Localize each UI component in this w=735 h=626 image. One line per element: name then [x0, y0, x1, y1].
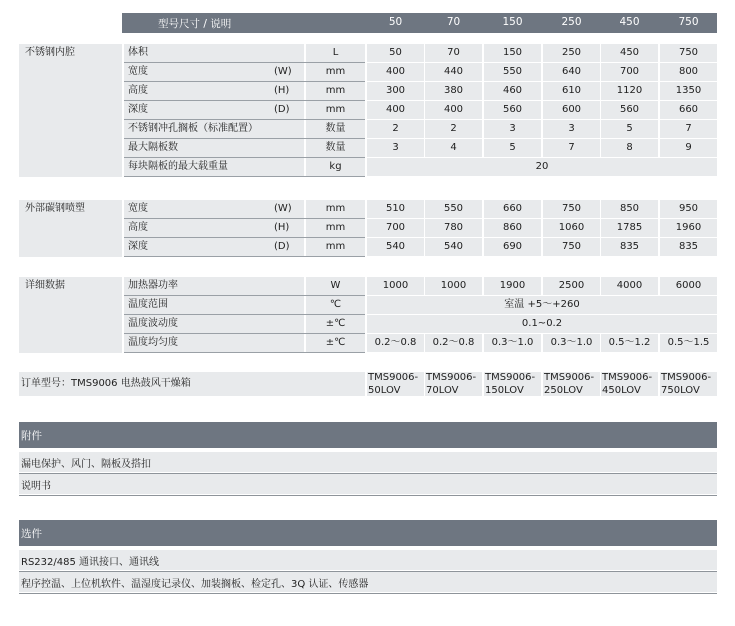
value-text: 1060 [558, 222, 585, 233]
value-text: 1000 [382, 280, 409, 291]
options-item-text: RS232/485 通讯接口、通讯线 [21, 557, 160, 568]
row-code: (W) [274, 66, 292, 77]
value-text: 380 [443, 85, 464, 96]
value-text: 800 [678, 66, 699, 77]
header-model: 70 [446, 16, 461, 28]
value-text: 5 [509, 142, 516, 153]
options-item [19, 572, 717, 592]
order-label: 订单型号：TMS9006 电热鼓风干燥箱 [21, 378, 191, 389]
row-label: 深度 [128, 241, 148, 252]
header-model: 50 [388, 16, 403, 28]
value-text: 150 [502, 47, 523, 58]
value-text: 70 [447, 47, 460, 58]
value-text: 540 [385, 241, 406, 252]
row-separator [124, 352, 365, 353]
value-text: 400 [385, 66, 406, 77]
value-text: 560 [502, 104, 523, 115]
accessories-item-separator [19, 495, 717, 496]
value-text: 640 [561, 66, 582, 77]
value-text: 750 [561, 203, 582, 214]
row-label: 宽度 [128, 203, 148, 214]
row-unit: 数量 [325, 123, 346, 134]
value-text: 610 [561, 85, 582, 96]
span-value: 0.1~0.2 [521, 318, 563, 329]
row-unit: mm [325, 85, 346, 96]
value-text: 0.2～0.8 [432, 337, 475, 348]
row-separator [124, 256, 365, 257]
header-model: 150 [502, 16, 523, 28]
row-unit: L [332, 47, 339, 58]
value-text: 250 [561, 47, 582, 58]
row-label: 每块隔板的最大载重量 [128, 161, 228, 172]
value-text: 5 [626, 123, 633, 134]
row-label: 深度 [128, 104, 148, 115]
value-text: 8 [626, 142, 633, 153]
row-label: 温度波动度 [128, 318, 178, 329]
value-text: 450 [619, 47, 640, 58]
order-code-line1: TMS9006- [661, 372, 712, 383]
value-text: 1350 [675, 85, 702, 96]
order-code-line2: 450LOV [602, 385, 641, 396]
value-text: 835 [678, 241, 699, 252]
value-text: 1785 [616, 222, 643, 233]
value-text: 750 [561, 241, 582, 252]
value-text: 0.2～0.8 [374, 337, 417, 348]
table-header [122, 13, 717, 33]
value-text: 3 [392, 142, 399, 153]
order-code-line2: 50LOV [368, 385, 401, 396]
row-unit: mm [325, 222, 346, 233]
value-text: 690 [502, 241, 523, 252]
value-text: 660 [502, 203, 523, 214]
order-code-line1: TMS9006- [368, 372, 419, 383]
row-unit: W [330, 280, 341, 291]
order-code-line1: TMS9006- [602, 372, 653, 383]
group-name: 不锈钢内腔 [25, 47, 75, 58]
value-text: 560 [619, 104, 640, 115]
value-text: 540 [443, 241, 464, 252]
row-label: 高度 [128, 222, 148, 233]
options-item-separator [19, 593, 717, 594]
row-label: 不锈钢冲孔搁板（标准配置） [128, 123, 258, 134]
row-code: (W) [274, 203, 292, 214]
value-text: 950 [678, 203, 699, 214]
value-text: 1900 [499, 280, 526, 291]
value-text: 0.5～1.5 [667, 337, 710, 348]
row-unit: mm [325, 241, 346, 252]
value-text: 750 [678, 47, 699, 58]
order-code-line1: TMS9006- [544, 372, 595, 383]
value-text: 3 [568, 123, 575, 134]
group-cell [19, 44, 122, 177]
value-text: 4 [450, 142, 457, 153]
row-code: (H) [274, 222, 290, 233]
value-text: 2 [392, 123, 399, 134]
row-label-cell [124, 44, 304, 62]
row-code: (D) [274, 104, 290, 115]
accessories-header [19, 422, 717, 448]
value-text: 510 [385, 203, 406, 214]
accessories-title: 附件 [21, 430, 42, 442]
value-text: 300 [385, 85, 406, 96]
value-text: 550 [443, 203, 464, 214]
value-text: 6000 [675, 280, 702, 291]
header-model: 250 [561, 16, 582, 28]
header-model: 750 [678, 16, 699, 28]
value-text: 1000 [440, 280, 467, 291]
order-code-line2: 750LOV [661, 385, 700, 396]
row-code: (H) [274, 85, 290, 96]
options-header [19, 520, 717, 546]
row-label: 体积 [128, 47, 148, 58]
value-text: 0.3～1.0 [550, 337, 593, 348]
order-code-line2: 250LOV [544, 385, 583, 396]
value-text: 9 [685, 142, 692, 153]
value-text: 660 [678, 104, 699, 115]
order-code-line2: 70LOV [426, 385, 459, 396]
accessories-item-text: 漏电保护、风门、隔板及搭扣 [21, 459, 151, 470]
options-item [19, 550, 717, 570]
value-text: 4000 [616, 280, 643, 291]
value-text: 2 [450, 123, 457, 134]
order-code-line1: TMS9006- [426, 372, 477, 383]
value-text: 400 [385, 104, 406, 115]
value-text: 860 [502, 222, 523, 233]
value-text: 835 [619, 241, 640, 252]
order-code-line1: TMS9006- [485, 372, 536, 383]
value-text: 50 [389, 47, 402, 58]
span-value: 室温 +5～+260 [504, 299, 580, 310]
group-name: 外部碳钢喷塑 [25, 203, 85, 214]
header-title: 型号尺寸 / 说明 [158, 18, 232, 30]
value-text: 0.5～1.2 [608, 337, 651, 348]
row-label: 最大隔板数 [128, 142, 178, 153]
options-title: 选件 [21, 528, 42, 540]
header-model: 450 [619, 16, 640, 28]
value-text: 850 [619, 203, 640, 214]
value-text: 1120 [616, 85, 643, 96]
row-code: (D) [274, 241, 290, 252]
row-separator [124, 176, 365, 177]
row-unit: mm [325, 104, 346, 115]
row-label: 温度均匀度 [128, 337, 178, 348]
order-code-line2: 150LOV [485, 385, 524, 396]
accessories-item [19, 452, 717, 472]
row-unit: ±℃ [325, 318, 346, 329]
value-text: 550 [502, 66, 523, 77]
accessories-item-text: 说明书 [21, 481, 51, 492]
value-text: 3 [509, 123, 516, 134]
options-item-text: 程序控温、上位机软件、温湿度记录仪、加装搁板、检定孔、3Q 认证、传感器 [21, 579, 369, 590]
row-unit: mm [325, 203, 346, 214]
group-name: 详细数据 [25, 280, 65, 291]
row-unit: ±℃ [325, 337, 346, 348]
value-text: 7 [568, 142, 575, 153]
row-label: 宽度 [128, 66, 148, 77]
value-text: 440 [443, 66, 464, 77]
value-text: 1960 [675, 222, 702, 233]
row-unit: ℃ [329, 299, 342, 310]
row-label: 加热器功率 [128, 280, 178, 291]
row-label: 高度 [128, 85, 148, 96]
value-text: 7 [685, 123, 692, 134]
row-unit: mm [325, 66, 346, 77]
value-text: 400 [443, 104, 464, 115]
row-unit: 数量 [325, 142, 346, 153]
value-text: 700 [619, 66, 640, 77]
row-label: 温度范围 [128, 299, 168, 310]
value-text: 2500 [558, 280, 585, 291]
span-value: 20 [535, 161, 549, 172]
value-text: 600 [561, 104, 582, 115]
value-text: 780 [443, 222, 464, 233]
accessories-item [19, 474, 717, 494]
value-text: 0.3～1.0 [491, 337, 534, 348]
value-text: 700 [385, 222, 406, 233]
row-unit: kg [329, 161, 342, 172]
value-text: 460 [502, 85, 523, 96]
